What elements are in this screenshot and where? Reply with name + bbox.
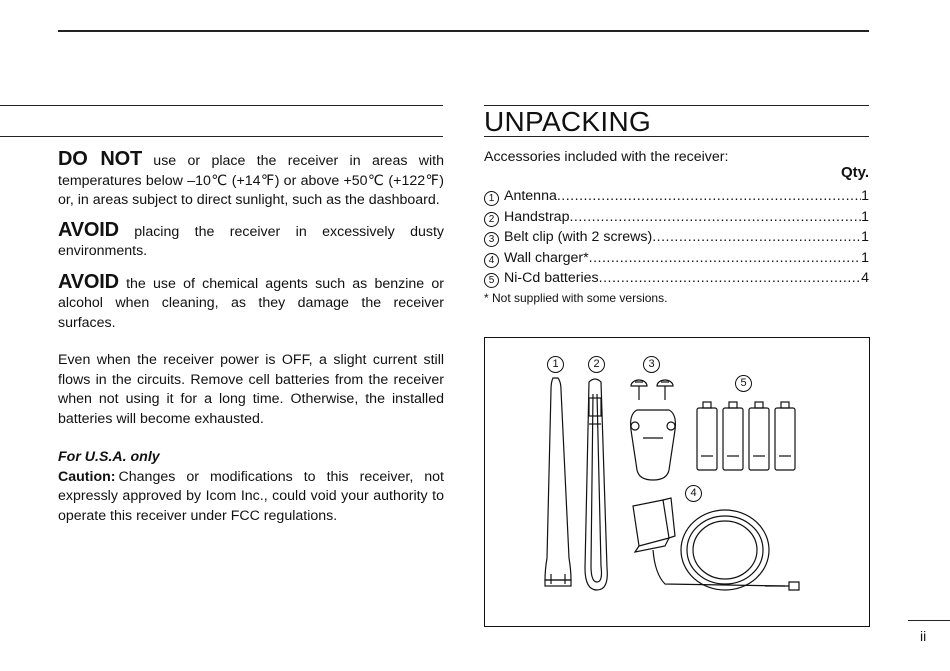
item-label: Ni-Cd batteries <box>504 270 599 286</box>
item-label: Handstrap <box>504 208 570 225</box>
handstrap-drawing <box>585 379 607 590</box>
figure-label-handstrap: 2 <box>588 356 605 373</box>
do-not-paragraph <box>58 150 444 211</box>
footnote: * Not supplied with some versions. <box>484 291 668 305</box>
qty-header: Qty. <box>840 164 869 181</box>
leader-dots <box>599 268 861 289</box>
item-number-circle: 4 <box>484 253 499 268</box>
screws-drawing <box>631 380 673 400</box>
list-item <box>484 207 869 228</box>
item-qty: 1 <box>861 229 869 245</box>
item-label: Antenna <box>504 188 557 204</box>
accessories-intro: Accessories included with the receiver: <box>484 149 729 165</box>
leader-dots <box>569 207 861 228</box>
item-number-circle: 1 <box>484 191 499 206</box>
avoid-dust-text: placing the receiver in excessively dusty environments. <box>58 223 444 259</box>
item-qty: 1 <box>861 188 869 204</box>
top-rule <box>58 30 869 32</box>
item-label: Belt clip (with 2 screws) <box>504 229 653 245</box>
antenna-drawing <box>545 378 571 586</box>
batteries-drawing <box>697 402 795 470</box>
figure-label-wall-charger: 4 <box>685 485 702 502</box>
avoid-chemicals-text: the use of chemical agents such as benzine or alcohol when cleaning, as they damage the receiver surfaces. <box>58 275 444 331</box>
accessories-drawing <box>485 338 869 626</box>
unpacking-title: UNPACKING <box>484 106 652 137</box>
page-number-rule <box>908 620 950 621</box>
accessory-list <box>484 186 869 289</box>
list-item <box>484 248 869 269</box>
left-header-rule-top <box>0 105 443 106</box>
item-number-circle: 5 <box>484 273 499 288</box>
figure-label-batteries: 5 <box>735 375 752 392</box>
usa-only-heading: For U.S.A. only <box>58 449 160 465</box>
item-number-circle: 3 <box>484 232 499 247</box>
avoid-keyword: AVOID <box>58 218 119 241</box>
item-number-circle: 2 <box>484 212 499 227</box>
item-qty: 1 <box>861 208 869 225</box>
battery-drain-paragraph: Even when the receiver power is OFF, a slight current still flows in the circuits. Remove cell batteries from the receiver when not using it for a long time. Otherwise, the installed batteries will become exhausted. <box>58 352 444 427</box>
list-item <box>484 186 869 207</box>
item-qty: 4 <box>861 270 869 286</box>
figure-label-antenna: 1 <box>547 356 564 373</box>
page-number: ii <box>920 628 927 644</box>
avoid-dust-paragraph <box>58 218 444 262</box>
wall-charger-drawing <box>633 498 799 590</box>
leader-dots <box>557 186 861 207</box>
accessories-illustration <box>484 337 870 627</box>
left-header-rule-bottom <box>0 136 443 137</box>
caution-label: Caution: <box>58 468 116 485</box>
do-not-keyword: DO NOT <box>58 148 142 170</box>
item-qty: 1 <box>861 249 869 266</box>
belt-clip-drawing <box>631 410 676 480</box>
leader-dots <box>589 248 861 269</box>
do-not-text: use or place the receiver in areas with temperatures below –10℃ (+14℉) or above +50℃ (+122℉) or, in areas subject to direct sunlight, such as the dashboard. <box>58 153 444 208</box>
fcc-caution-paragraph <box>58 468 444 527</box>
avoid-chemicals-paragraph <box>58 270 444 334</box>
caution-text: Changes or modifications to this receiver, not expressly approved by Icom Inc., could void your authority to operate this receiver under FCC regulations. <box>58 468 444 524</box>
precautions-column <box>58 150 444 526</box>
leader-dots <box>652 227 861 248</box>
list-item <box>484 227 869 248</box>
list-item <box>484 268 869 289</box>
avoid-keyword: AVOID <box>58 270 119 293</box>
item-label: Wall charger* <box>504 249 589 266</box>
figure-label-belt-clip: 3 <box>643 356 660 373</box>
